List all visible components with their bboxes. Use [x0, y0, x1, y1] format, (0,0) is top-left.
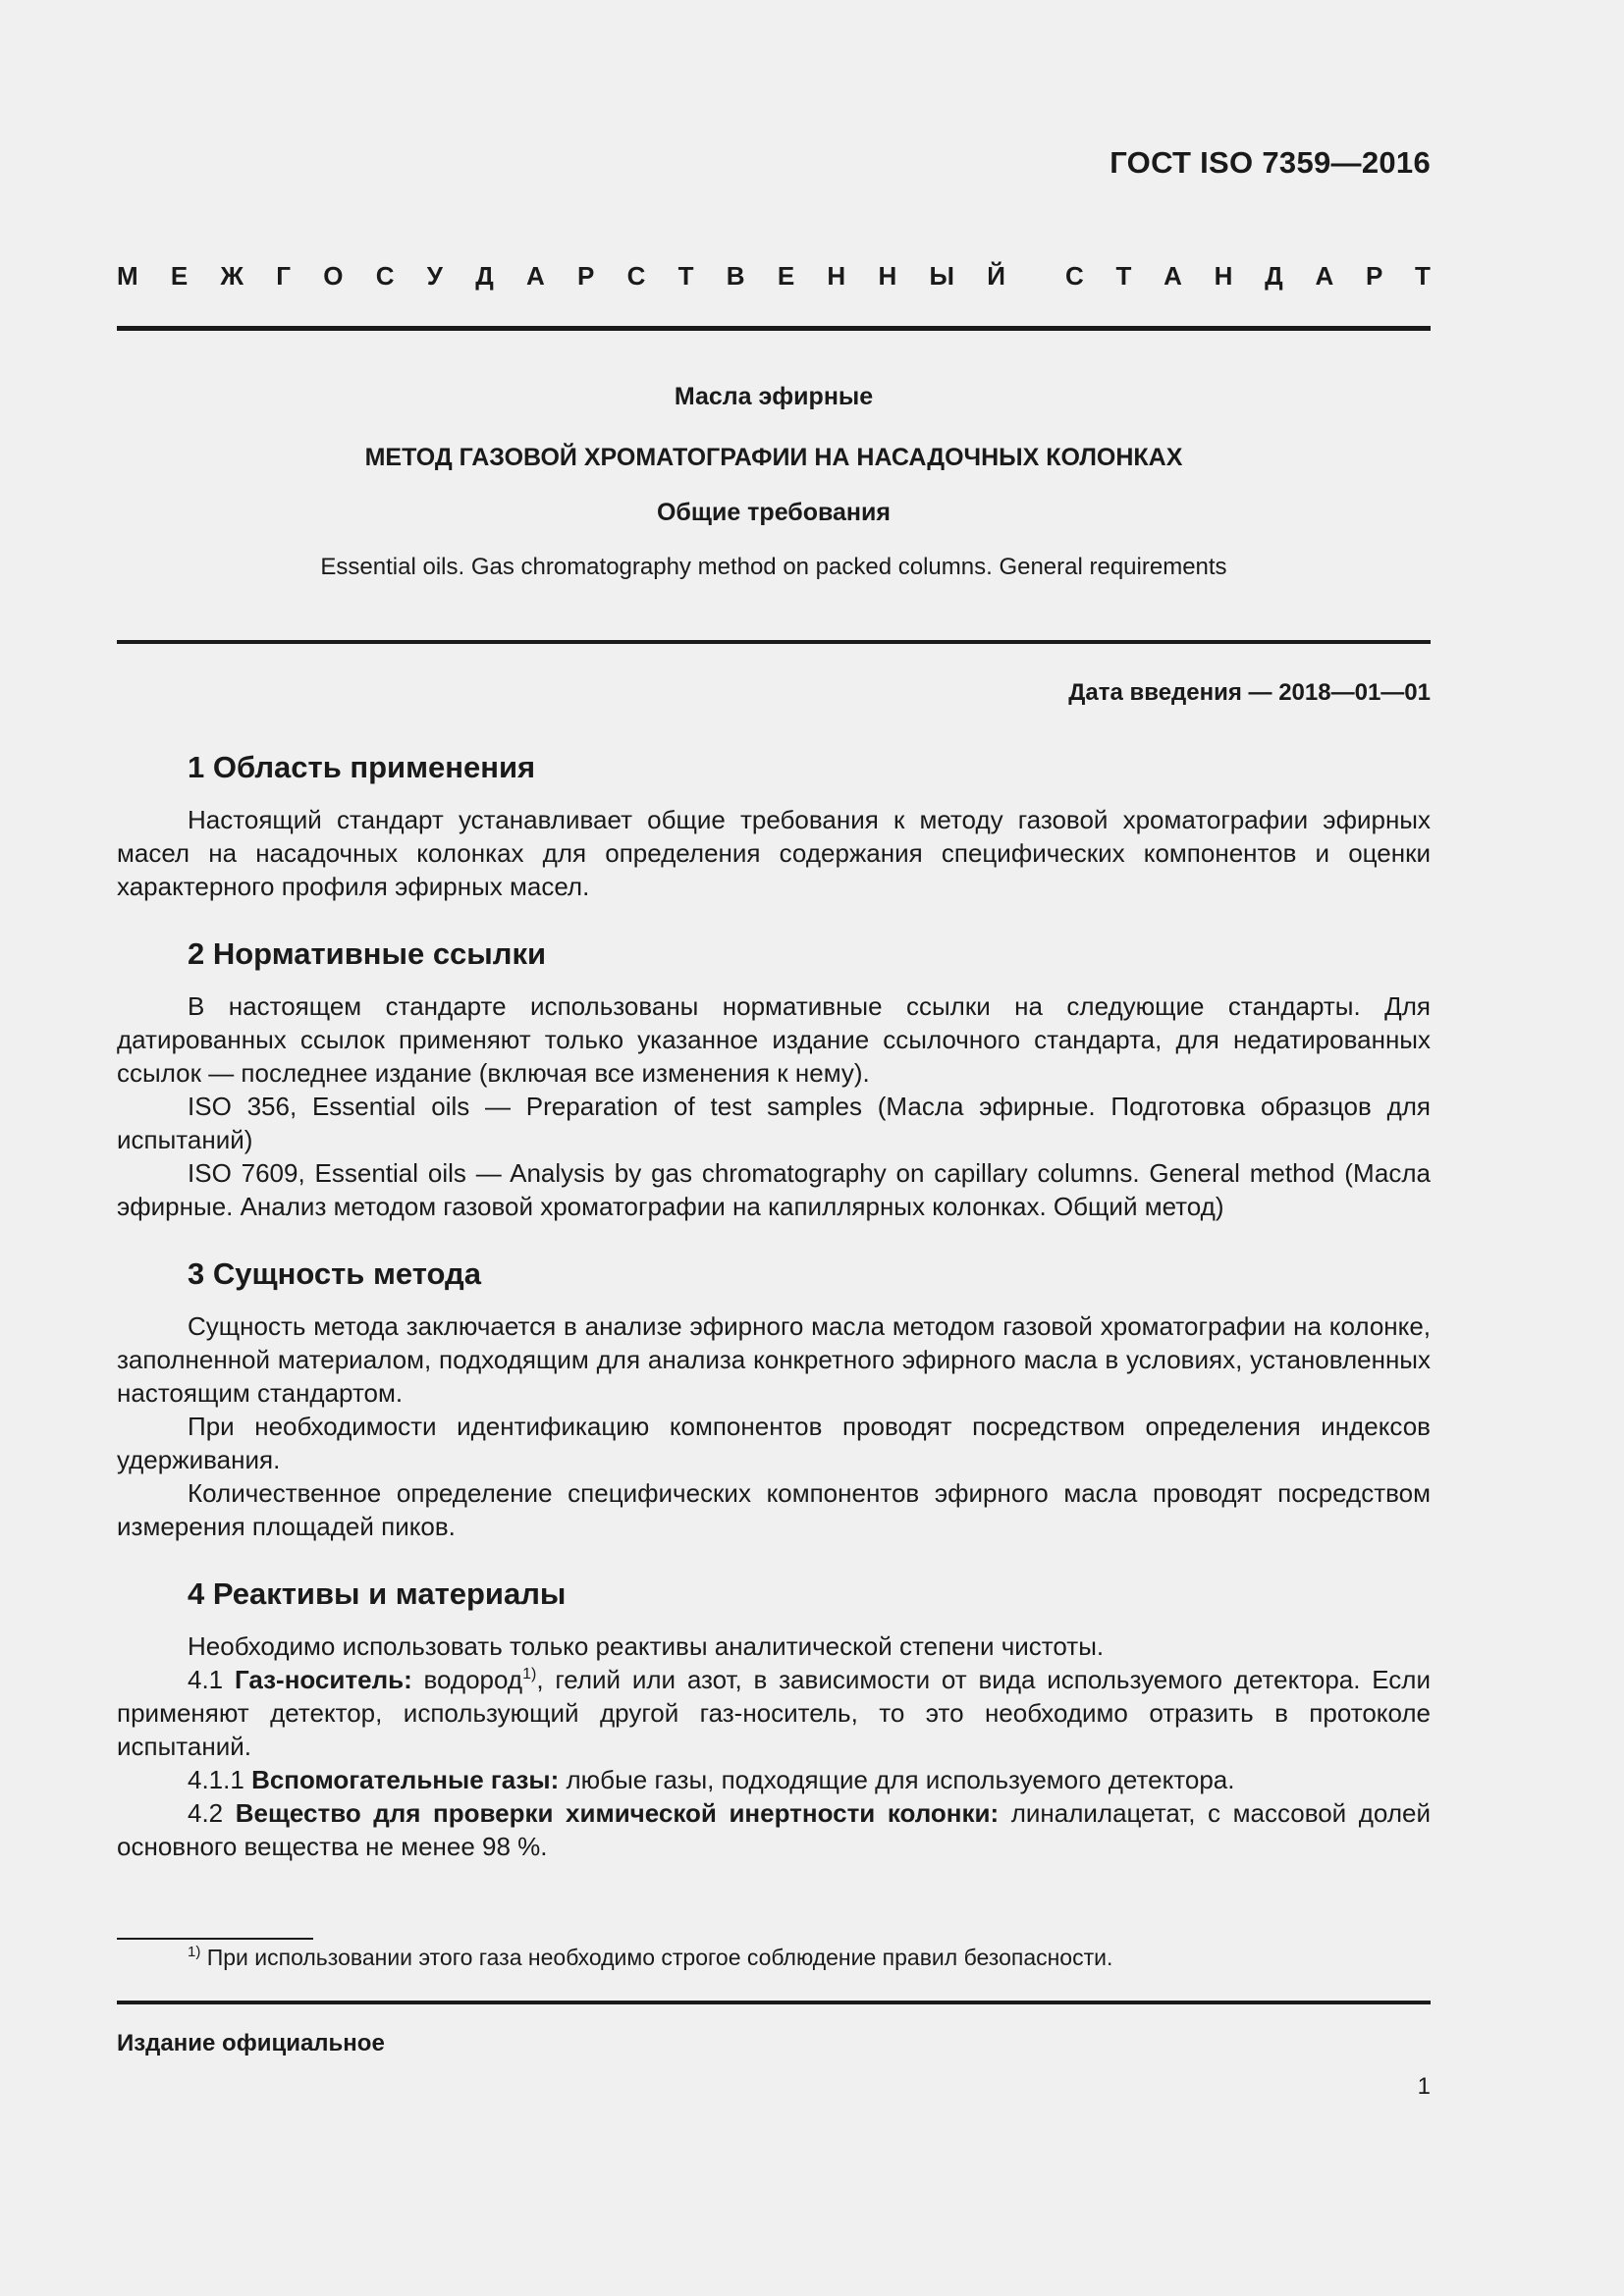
clause-text: любые газы, подходящие для используемого детектора.	[559, 1765, 1235, 1794]
banner-letter: С	[375, 261, 395, 291]
footnote	[188, 1943, 1112, 1972]
interstate-standard-banner	[117, 261, 1431, 292]
clause-text: водород	[411, 1665, 523, 1694]
clause-text: , гелий или азот, в зависимости от вида используемого детектора. Если применяют детектор, использующий другой газ-носитель, то это необходимо отразить в протоколе испытаний.	[117, 1665, 1431, 1761]
banner-letter: Й	[987, 261, 1005, 291]
footnote-mark: 1)	[188, 1944, 201, 1960]
clause-term: Газ-носитель:	[234, 1665, 412, 1694]
document-body	[117, 746, 1431, 1893]
clause-number: 4.1	[188, 1665, 235, 1694]
banner-letter: Д	[1265, 261, 1283, 291]
banner-letter: Т	[677, 261, 694, 291]
section-heading: 4 Реактивы и материалы	[188, 1576, 567, 1611]
banner-letter: С	[626, 261, 646, 291]
banner-word-standard	[1065, 261, 1431, 292]
banner-letter: У	[426, 261, 443, 291]
title-product: Масла эфирные	[674, 383, 874, 410]
banner-letter: Т	[1415, 261, 1431, 291]
footnote-text: При использовании этого газа необходимо строгое соблюдение правил безопасности.	[200, 1945, 1113, 1970]
paragraph: Сущность метода заключается в анализе эфирного масла методом газовой хроматографии на колонке, заполненной материалом, подходящим для анализа конкретного эфирного масла в условиях, установленных настоящим стандартом.	[117, 1311, 1431, 1408]
paragraph: В настоящем стандарте использованы нормативные ссылки на следующие стандарты. Для датированных ссылок применяют только указанное издание ссылочного стандарта, для недатированных ссылок — последнее издание (включая все изменения к нему).	[117, 991, 1431, 1088]
banner-letter: Р	[1365, 261, 1383, 291]
banner-letter: Н	[1214, 261, 1233, 291]
document-page	[117, 0, 1431, 2296]
banner-letter: С	[1065, 261, 1084, 291]
section-normative-references	[117, 933, 1431, 1223]
title-method: МЕТОД ГАЗОВОЙ ХРОМАТОГРАФИИ НА НАСАДОЧНЫХ КОЛОНКАХ	[364, 444, 1183, 471]
banner-letter: Н	[878, 261, 897, 291]
banner-word-interstate	[117, 261, 1005, 292]
introduction-date: Дата введения — 2018—01—01	[1068, 679, 1431, 706]
title-subtitle: Общие требования	[656, 499, 891, 526]
official-edition-label: Издание официальное	[117, 2030, 385, 2056]
banner-letter: Ж	[220, 261, 244, 291]
banner-letter: Г	[276, 261, 292, 291]
reference-item: ISO 356, Essential oils — Preparation of test samples (Масла эфирные. Подготовка образцов для испытаний)	[117, 1092, 1431, 1154]
section-heading: 2 Нормативные ссылки	[188, 936, 547, 971]
banner-letter: М	[117, 261, 138, 291]
banner-letter: Р	[577, 261, 595, 291]
section-scope	[117, 746, 1431, 903]
banner-letter: Т	[1115, 261, 1132, 291]
clause-term: Вещество для проверки химической инертности колонки:	[235, 1798, 1000, 1828]
title-rule	[117, 640, 1431, 644]
banner-letter: А	[526, 261, 545, 291]
banner-letter: Н	[827, 261, 846, 291]
title-english: Essential oils. Gas chromatography method on packed columns. General requirements	[320, 554, 1227, 580]
section-method-essence	[117, 1253, 1431, 1543]
footer-rule	[117, 2001, 1431, 2004]
banner-letter: Е	[170, 261, 189, 291]
clause-4-1-1	[117, 1763, 1431, 1796]
banner-letter: Д	[475, 261, 494, 291]
clause-text: линалилацетат, с массовой долей основного вещества не менее 98 %.	[117, 1798, 1431, 1861]
clause-term: Вспомогательные газы:	[251, 1765, 560, 1794]
clause-4-1	[117, 1663, 1431, 1763]
banner-letter: Ы	[929, 261, 954, 291]
clause-number: 4.1.1	[188, 1765, 252, 1794]
paragraph: При необходимости идентификацию компонентов проводят посредством определения индексов удерживания.	[117, 1412, 1431, 1474]
banner-letter: О	[323, 261, 344, 291]
reference-item: ISO 7609, Essential oils — Analysis by gas chromatography on capillary columns. General method (Масла эфирные. Анализ методом газовой хроматографии на капиллярных колонках. Общий метод)	[117, 1158, 1431, 1221]
section-heading: 3 Сущность метода	[188, 1256, 481, 1291]
banner-letter: А	[1164, 261, 1182, 291]
paragraph: Настоящий стандарт устанавливает общие требования к методу газовой хроматографии эфирных масел на насадочных колонках для определения содержания специфических компонентов и оценки характерного профиля эфирных масел.	[117, 805, 1431, 901]
clause-4-2	[117, 1796, 1431, 1863]
paragraph: Количественное определение специфических компонентов эфирного масла проводят посредством измерения площадей пиков.	[117, 1478, 1431, 1541]
footnote-reference: 1)	[522, 1666, 537, 1682]
footnote-separator	[117, 1938, 313, 1940]
section-reagents	[117, 1573, 1431, 1863]
banner-letter: Е	[777, 261, 795, 291]
page-number: 1	[1417, 2073, 1431, 2100]
clause-number: 4.2	[188, 1798, 236, 1828]
header-rule	[117, 326, 1431, 331]
paragraph: Необходимо использовать только реактивы аналитической степени чистоты.	[188, 1631, 1105, 1661]
standard-number: ГОСТ ISO 7359—2016	[1110, 145, 1431, 180]
banner-letter: А	[1315, 261, 1334, 291]
section-heading: 1 Область применения	[188, 750, 536, 784]
banner-letter: В	[726, 261, 745, 291]
